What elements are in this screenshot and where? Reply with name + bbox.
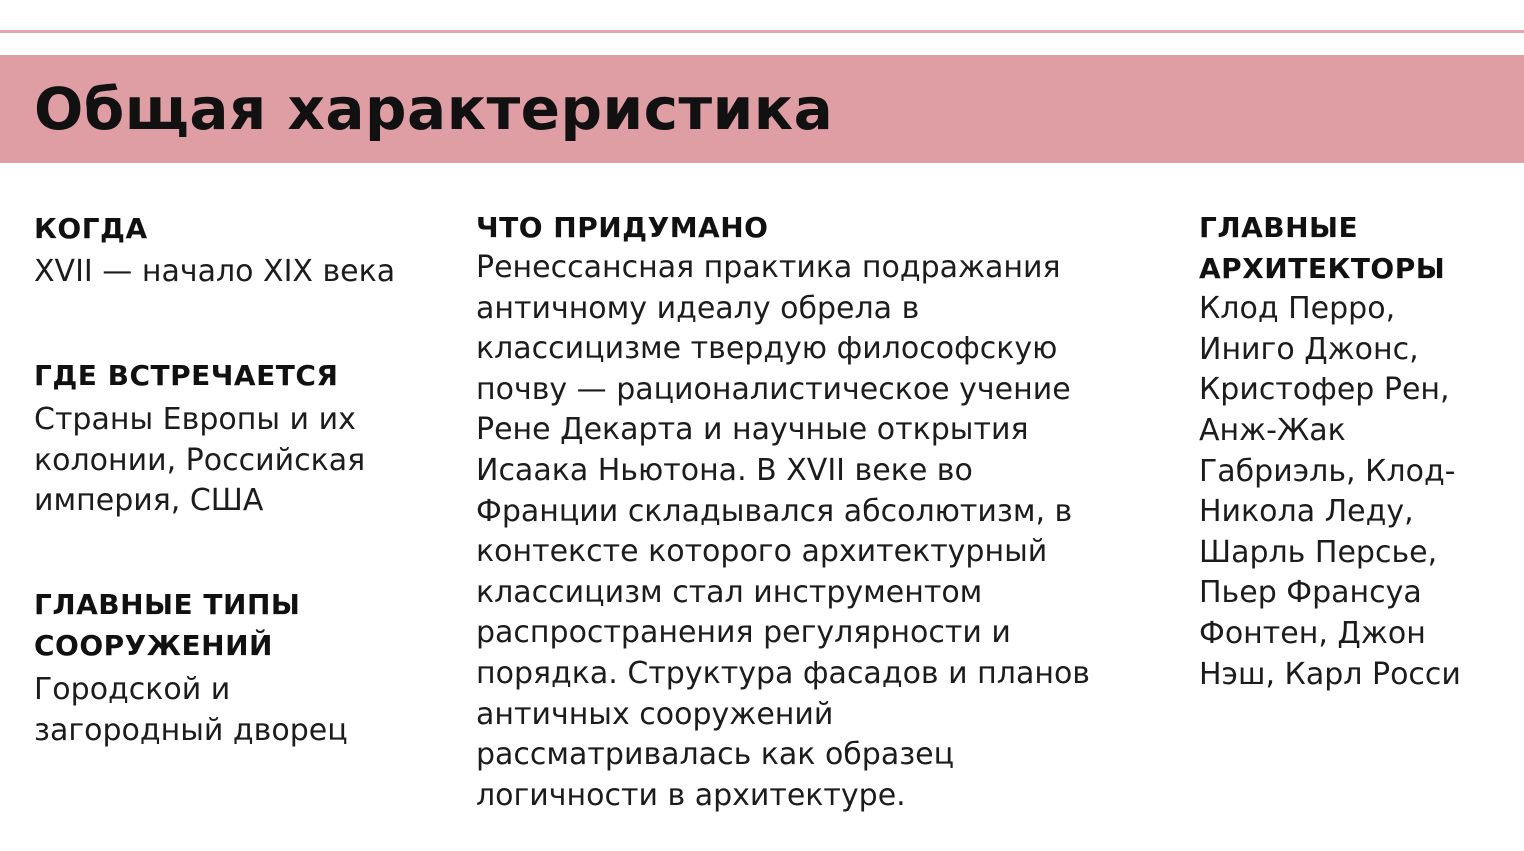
section-building-types-text: Городской и загородный дворец — [34, 672, 348, 748]
section-when-text: XVII — начало XIX века — [34, 254, 396, 289]
section-invented-text: Ренессансная практика подражания античному идеалу обрела в классицизме твердую философскую почву — рационалистическое учение Рене Декарта и научные открытия Исаака Ньютона. В XVII веке во Франции складывался абсолютизм, в контексте которого архитектурный классицизм стал инструментом распространения регулярности и порядка. Структура фасадов и планов античных сооружений рассматривалась как образец логичности в архитектуре. — [476, 250, 1090, 813]
right-column — [1199, 208, 1509, 695]
section-invented-heading: ЧТО ПРИДУМАНО — [476, 211, 769, 244]
section-where — [34, 354, 454, 584]
section-building-types — [34, 584, 454, 751]
section-when-heading: КОГДА — [34, 212, 148, 245]
section-building-types-heading: ГЛАВНЫЕ ТИПЫ СООРУЖЕНИЙ — [34, 588, 301, 662]
section-architects — [1199, 208, 1509, 695]
section-architects-heading: ГЛАВНЫЕ АРХИТЕКТОРЫ — [1199, 211, 1446, 285]
middle-column — [476, 208, 1176, 816]
section-invented — [476, 208, 1176, 816]
section-where-text: Страны Европы и их колонии, Российская империя, США — [34, 402, 366, 519]
page-title: Общая характеристика — [34, 75, 834, 143]
title-banner — [0, 55, 1524, 163]
top-divider — [0, 30, 1524, 33]
section-architects-text: Клод Перро, Иниго Джонс, Кристофер Рен, Анж-Жак Габриэль, Клод- Никола Леду, Шарль Персье, Пьер Франсуа Фонтен, Джон Нэш, Карл Росси — [1199, 291, 1461, 692]
left-column — [34, 208, 454, 751]
section-where-heading: ГДЕ ВСТРЕЧАЕТСЯ — [34, 359, 339, 392]
section-when — [34, 208, 454, 354]
